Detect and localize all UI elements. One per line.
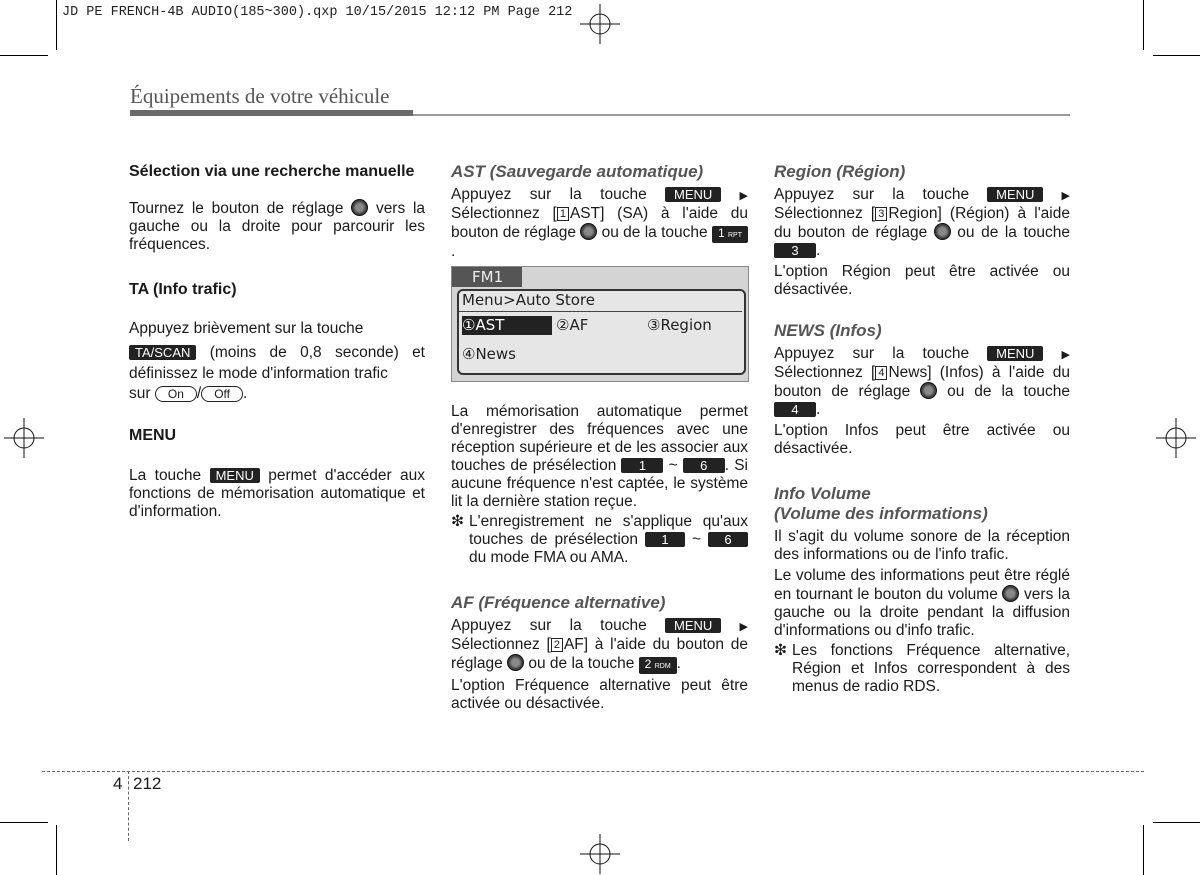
heading-af: AF (Fréquence alternative) [451,593,666,612]
column-2 [451,162,748,713]
text: Appuyez sur la touche [451,617,647,634]
menu-button: MENU [665,618,721,633]
registration-mark-left [4,418,44,458]
text: ou de la touche [601,224,708,241]
number-4-icon: 4 [875,366,887,380]
preset-6-button: 6 [683,458,725,473]
preset-1-button: 1 [621,458,663,473]
note-text: Les fonctions Fréquence alternative, Région et Infos correspondent à des menus de radio RDS. [792,642,1070,695]
text: L'enregistrement ne s'applique qu'aux touches de présélection [469,513,748,548]
heading-info-volume: Info Volume [774,484,871,503]
section-title: Équipements de votre véhicule [130,84,390,108]
text: AST] (SA) à l'aide du bouton de réglage [451,205,748,241]
text: Appuyez sur la touche [774,186,970,203]
page-number: 212 [133,774,162,793]
text: ou de la touche [957,224,1070,241]
screen-tab-fm1: FM1 [452,267,522,287]
menu-button: MENU [987,346,1043,361]
text: La mémorisation automatique permet d'enregistrer des fréquences avec une réception supérieure et de les associer aux touches de présélection [451,403,748,474]
paragraph-af-2: L'option Fréquence alternative peut être activée ou désactivée. [451,677,748,712]
crop-mark-top-left [56,0,57,50]
registration-mark-top [580,4,620,44]
screen-item-region: ③Region [647,316,712,334]
play-arrow-icon: ▶ [1061,349,1070,361]
note-mark: ❇ [774,642,787,659]
paragraph-ast-2 [451,403,748,511]
text: ou de la touche [528,655,635,672]
paragraph-news-2: L'option Infos peut être activée ou désactivée. [774,422,1070,457]
text: Tournez le bouton de réglage [129,200,344,217]
heading-region: Region (Région) [774,162,906,181]
print-header: JD PE FRENCH-4B AUDIO(185~300).qxp 10/15/2015 12:12 PM Page 212 [62,5,573,20]
text: News] (Infos) à l'aide du bouton de réglage [774,364,1070,400]
preset-4-button: 4 [774,402,816,417]
text: Region] (Région) à l'aide du bouton de réglage [774,205,1070,241]
text: Sélectionnez [ [451,205,557,222]
text: (moins de 0,8 seconde) et définissez le mode d'information trafic [129,344,425,382]
registration-mark-right [1156,418,1196,458]
crop-mark-bottom-left [56,825,57,875]
paragraph-news: Appuyez sur la touche MENU ▶ Sélectionnez [ 4 News] (Infos) à l'aide du bouton de réglage ou de la touche 4 . [774,345,1070,418]
text: Sélectionnez [ [451,636,551,653]
paragraph-ta-2 [129,342,425,384]
text: du mode FMA ou AMA. [469,549,629,566]
text: ou de la touche [947,383,1070,400]
text: vers la gauche ou la droite pour parcourir les fréquences. [129,200,426,253]
screen-menu-title: Menu>Auto Store [462,291,595,309]
text: Sélectionnez [ [774,205,876,222]
text: Appuyez brièvement sur la touche [129,320,364,337]
paragraph-ast: Appuyez sur la touche MENU ▶ Sélectionnez [ 1 AST] (SA) à l'aide du bouton de réglage ou de la touche 1 RPT. [451,186,749,260]
heading-news: NEWS (Infos) [774,321,882,340]
paragraph-manual-search [129,199,425,254]
volume-knob-icon [1002,585,1019,602]
note-rds [774,642,1070,696]
screen-item-news: ④News [462,345,516,363]
text: Appuyez sur la touche [451,186,647,203]
ta-scan-button: TA/SCAN [129,345,196,360]
tilde: ~ [691,531,702,548]
preset-1-rpt-button: 1 RPT [712,226,748,243]
paragraph-info-volume-2 [774,567,1070,640]
footer-vertical-rule [128,771,129,841]
title-underline-dark [130,110,413,116]
menu-button: MENU [665,187,721,202]
crop-mark-top-right [1143,0,1144,50]
play-arrow-icon: ▶ [739,190,749,202]
screen-item-af: ②AF [556,316,589,334]
screen-divider [459,311,742,312]
heading-info-volume-sub: (Volume des informations) [774,504,988,523]
text: Sélectionnez [ [774,364,876,381]
number-1-icon: 1 [557,207,569,221]
paragraph-menu [129,467,425,521]
preset-2-rdm-button: 2 RDM [639,657,677,674]
text: Le volume des informations peut être réglé en tournant le bouton du volume [774,567,1070,603]
tuning-knob-icon [580,223,597,240]
menu-button: MENU [987,187,1043,202]
number-3-icon: 3 [875,207,887,221]
title-underline-light [413,114,1070,116]
crop-mark-bottom-left-h [0,822,48,823]
text: vers la gauche ou la droite pendant la diffusion d'informations ou d'info trafic. [774,586,1070,639]
paragraph-af: Appuyez sur la touche MENU ▶ Sélectionnez [ 2 AF] à l'aide du bouton de réglage ou de la touche 2 RDM . [451,617,749,672]
heading-menu: MENU [129,427,177,444]
preset-3-button: 3 [774,243,816,258]
tuning-knob-icon [920,382,937,399]
heading-ast: AST (Sauvegarde automatique) [451,162,704,181]
play-arrow-icon: ▶ [1061,190,1070,202]
tuning-knob-icon [351,199,368,216]
menu-button: MENU [210,468,260,483]
text: Appuyez sur la touche [774,345,970,362]
heading-ta: TA (Info trafic) [129,281,237,298]
radio-display-screenshot [451,266,749,382]
text: permet d'accéder aux fonctions de mémorisation automatique et d'information. [129,467,426,520]
tilde: ~ [668,457,678,474]
play-arrow-icon: ▶ [739,621,749,633]
note-ast [451,513,748,567]
note-text [469,513,748,567]
tuning-knob-icon [507,654,524,671]
tuning-knob-icon [934,223,951,240]
crop-mark-bottom-right-h [1153,822,1200,823]
crop-mark-top-left-h [0,55,48,56]
screen-item-ast: ①AST [462,316,552,335]
crop-mark-top-right-h [1153,55,1200,56]
registration-mark-bottom [580,834,620,874]
chapter-number: 4 [113,774,123,793]
note-mark: ❇ [451,513,464,530]
preset-6-button: 6 [708,532,748,547]
column-1 [129,162,425,521]
paragraph-region-2: L'option Région peut être activée ou désactivée. [774,263,1070,298]
text: sur [129,385,151,402]
number-2-icon: 2 [551,638,563,652]
paragraph-ta-3: sur On / Off . [129,385,248,402]
text: AF] à l'aide du bouton de réglage [451,636,748,672]
on-button: On [155,386,197,402]
text: . Si aucune fréquence n'est captée, le système lit la dernière station reçue. [451,457,748,510]
off-button: Off [201,386,243,402]
paragraph-ta [129,320,425,338]
heading-manual-search: Sélection via une recherche manuelle [129,163,415,180]
text: La touche [129,467,202,484]
footer-rule [42,771,1144,772]
preset-1-button: 1 [645,532,685,547]
paragraph-info-volume: Il s'agit du volume sonore de la réception des informations ou de l'info trafic. [774,528,1070,563]
paragraph-region: Appuyez sur la touche MENU ▶ Sélectionnez [ 3 Region] (Région) à l'aide du bouton de réglage ou de la touche 3 . [774,186,1070,259]
column-3 [774,162,1070,696]
crop-mark-bottom-right [1143,825,1144,875]
